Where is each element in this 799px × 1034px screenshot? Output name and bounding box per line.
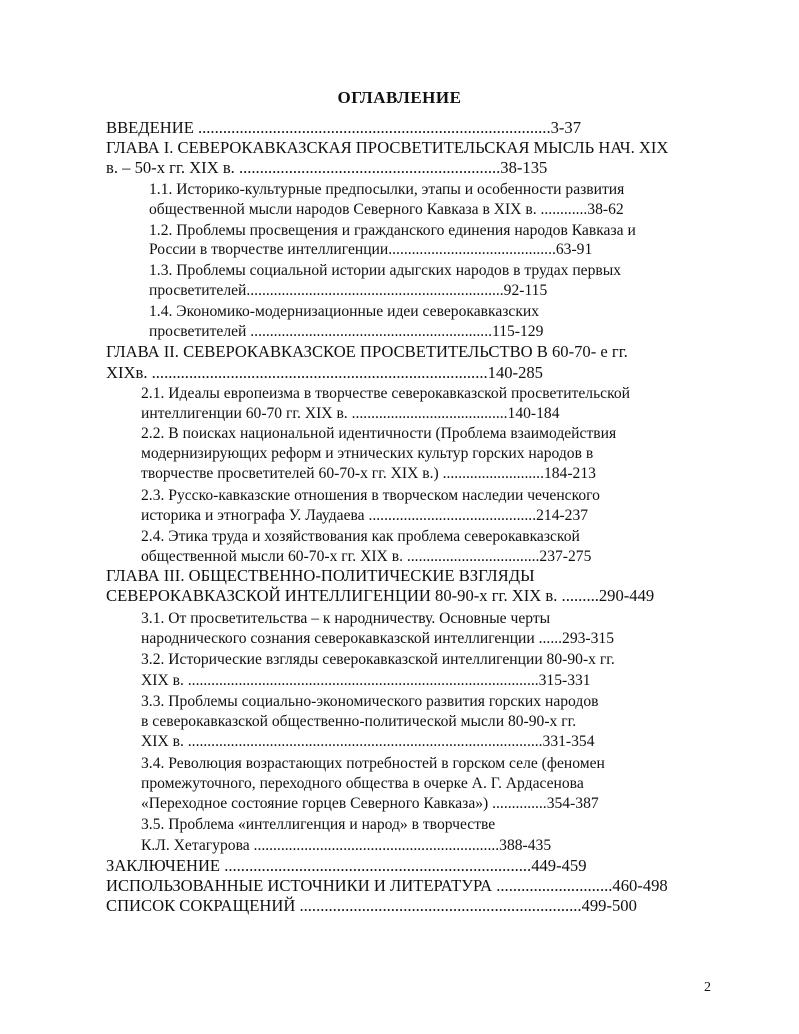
toc-line: 2.3. Русско-кавказские отношения в творческом наследии чеченского xyxy=(141,487,600,504)
toc-line: России в творчестве интеллигенции...........................................63-91 xyxy=(149,241,593,258)
toc-line: 1.4. Экономико-модернизационные идеи северокавказских xyxy=(149,303,540,320)
toc-line: СЕВЕРОКАВКАЗСКОЙ ИНТЕЛЛИГЕНЦИИ 80-90-х гг. XIX в. .........290-449 xyxy=(106,586,655,605)
toc-line: в северокавказской общественно-политической мысли 80-90-х гг. xyxy=(141,713,577,730)
toc-line: К.Л. Хетагурова ...............................................................388-435 xyxy=(141,837,552,854)
toc-line: 1.3. Проблемы социальной истории адыгских народов в трудах первых xyxy=(149,262,622,279)
toc-line: ВВЕДЕНИЕ .....................................................................................3-37 xyxy=(106,118,582,137)
toc-line: ГЛАВА II. СЕВЕРОКАВКАЗСКОЕ ПРОСВЕТИТЕЛЬСТВО В 60-70- е гг. xyxy=(106,342,628,361)
toc-line: ИСПОЛЬЗОВАННЫЕ ИСТОЧНИКИ И ЛИТЕРАТУРА ............................460-498 xyxy=(106,876,668,895)
toc-line: 2.2. В поисках национальной идентичности (Проблема взаимодействия xyxy=(141,425,617,442)
toc-line: народнического сознания северокавказской интеллигенции ......293-315 xyxy=(141,630,614,647)
toc-line: ГЛАВА I. СЕВЕРОКАВКАЗСКАЯ ПРОСВЕТИТЕЛЬСКАЯ МЫСЛЬ НАЧ. XIX xyxy=(106,138,669,157)
toc-line: ЗАКЛЮЧЕНИЕ ..........................................................................449-459 xyxy=(106,856,587,875)
toc-line: 3.1. От просветительства – к народничеству. Основные черты xyxy=(141,610,551,627)
toc-line: XIX в. ..........................................................................................315-331 xyxy=(141,672,591,689)
toc-line: общественной мысли 60-70-х гг. XIX в. ..................................237-275 xyxy=(141,548,592,565)
toc-line: 3.4. Революция возрастающих потребностей в горском селе (феномен xyxy=(141,755,605,772)
toc-line: XIXв. .................................................................................140-285 xyxy=(106,363,543,382)
toc-line: 1.2. Проблемы просвещения и гражданского единения народов Кавказа и xyxy=(149,222,636,239)
toc-line: модернизирующих реформ и этнических культур горских народов в xyxy=(141,445,594,462)
toc-line: 3.3. Проблемы социально-экономического развития горских народов xyxy=(141,693,599,710)
toc-line: 3.2. Исторические взгляды северокавказской интеллигенции 80-90-х гг. xyxy=(141,651,615,668)
toc-line: XIX в. ...........................................................................................331-354 xyxy=(141,733,595,750)
toc-line: СПИСОК СОКРАЩЕНИЙ ....................................................................499-500 xyxy=(106,896,637,915)
page-title: ОГЛАВЛЕНИЕ xyxy=(337,88,462,107)
toc-line: промежуточного, переходного общества в очерке А. Г. Ардасенова xyxy=(141,775,584,792)
toc-line: 1.1. Историко-культурные предпосылки, этапы и особенности развития xyxy=(149,181,625,198)
toc-line: 2.4. Этика труда и хозяйствования как проблема северокавказской xyxy=(141,528,580,545)
toc-line: историка и этнографа У. Лаудаева ...........................................214-237 xyxy=(141,507,589,524)
toc-line: просветителей ..............................................................115-129 xyxy=(149,323,544,340)
toc-line: интеллигенции 60-70 гг. XIX в. ........................................140-184 xyxy=(141,405,560,422)
page-number: 2 xyxy=(704,980,711,995)
toc-line: 2.1. Идеалы европеизма в творчестве северокавказской просветительской xyxy=(141,385,631,402)
toc-line: ГЛАВА III. ОБЩЕСТВЕННО-ПОЛИТИЧЕСКИЕ ВЗГЛЯДЫ xyxy=(106,566,535,585)
toc-line: «Переходное состояние горцев Северного Кавказа») ..............354-387 xyxy=(141,795,599,812)
toc-line: творчестве просветителей 60-70-х гг. XIX в.) ..........................184-213 xyxy=(141,465,596,482)
toc-line: 3.5. Проблема «интеллигенция и народ» в творчестве xyxy=(141,816,496,833)
toc-line: в. – 50-х гг. XIX в. ...............................................................38-135 xyxy=(106,158,548,177)
toc-line: просветителей..................................................................92-115 xyxy=(149,282,548,299)
toc-line: общественной мысли народов Северного Кавказа в XIX в. ............38-62 xyxy=(149,201,624,218)
